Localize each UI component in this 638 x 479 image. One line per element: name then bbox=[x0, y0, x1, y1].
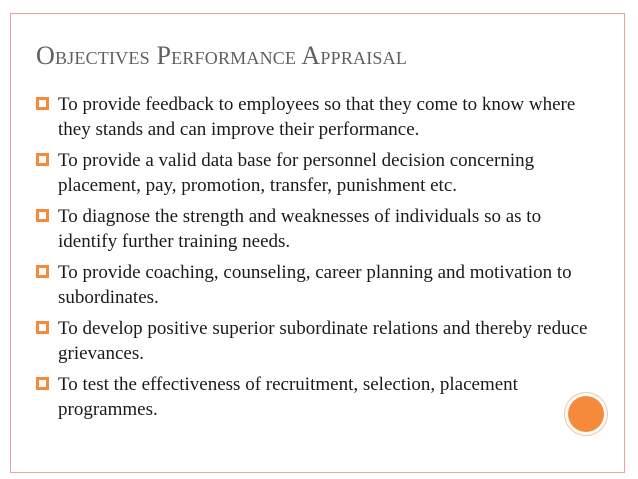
bullet-item bbox=[36, 372, 596, 422]
bullet-list bbox=[36, 92, 596, 428]
bullet-text: To develop positive superior subordinate relations and thereby reduce grievances. bbox=[58, 318, 588, 364]
slide-title: Objectives Performance Appraisal bbox=[36, 41, 408, 70]
square-bullet-icon bbox=[36, 264, 50, 281]
bullet-text: To provide a valid data base for personnel decision concerning placement, pay, promotion, transfer, punishment etc. bbox=[58, 150, 535, 196]
orange-circle-icon bbox=[568, 396, 604, 432]
square-bullet-icon bbox=[36, 208, 50, 225]
bullet-item bbox=[36, 92, 596, 142]
bullet-item bbox=[36, 148, 596, 198]
bullet-item bbox=[36, 316, 596, 366]
square-bullet-icon bbox=[36, 376, 50, 393]
bullet-text: To diagnose the strength and weaknesses of individuals so as to identify further training needs. bbox=[58, 206, 542, 252]
bullet-item bbox=[36, 204, 596, 254]
square-bullet-icon bbox=[36, 320, 50, 337]
bullet-text: To test the effectiveness of recruitment, selection, placement programmes. bbox=[58, 374, 518, 420]
bullet-text: To provide coaching, counseling, career planning and motivation to subordinates. bbox=[58, 262, 572, 308]
square-bullet-icon bbox=[36, 96, 50, 113]
square-bullet-icon bbox=[36, 152, 50, 169]
bullet-text: To provide feedback to employees so that they come to know where they stands and can improve their performance. bbox=[58, 94, 576, 140]
bullet-item bbox=[36, 260, 596, 310]
